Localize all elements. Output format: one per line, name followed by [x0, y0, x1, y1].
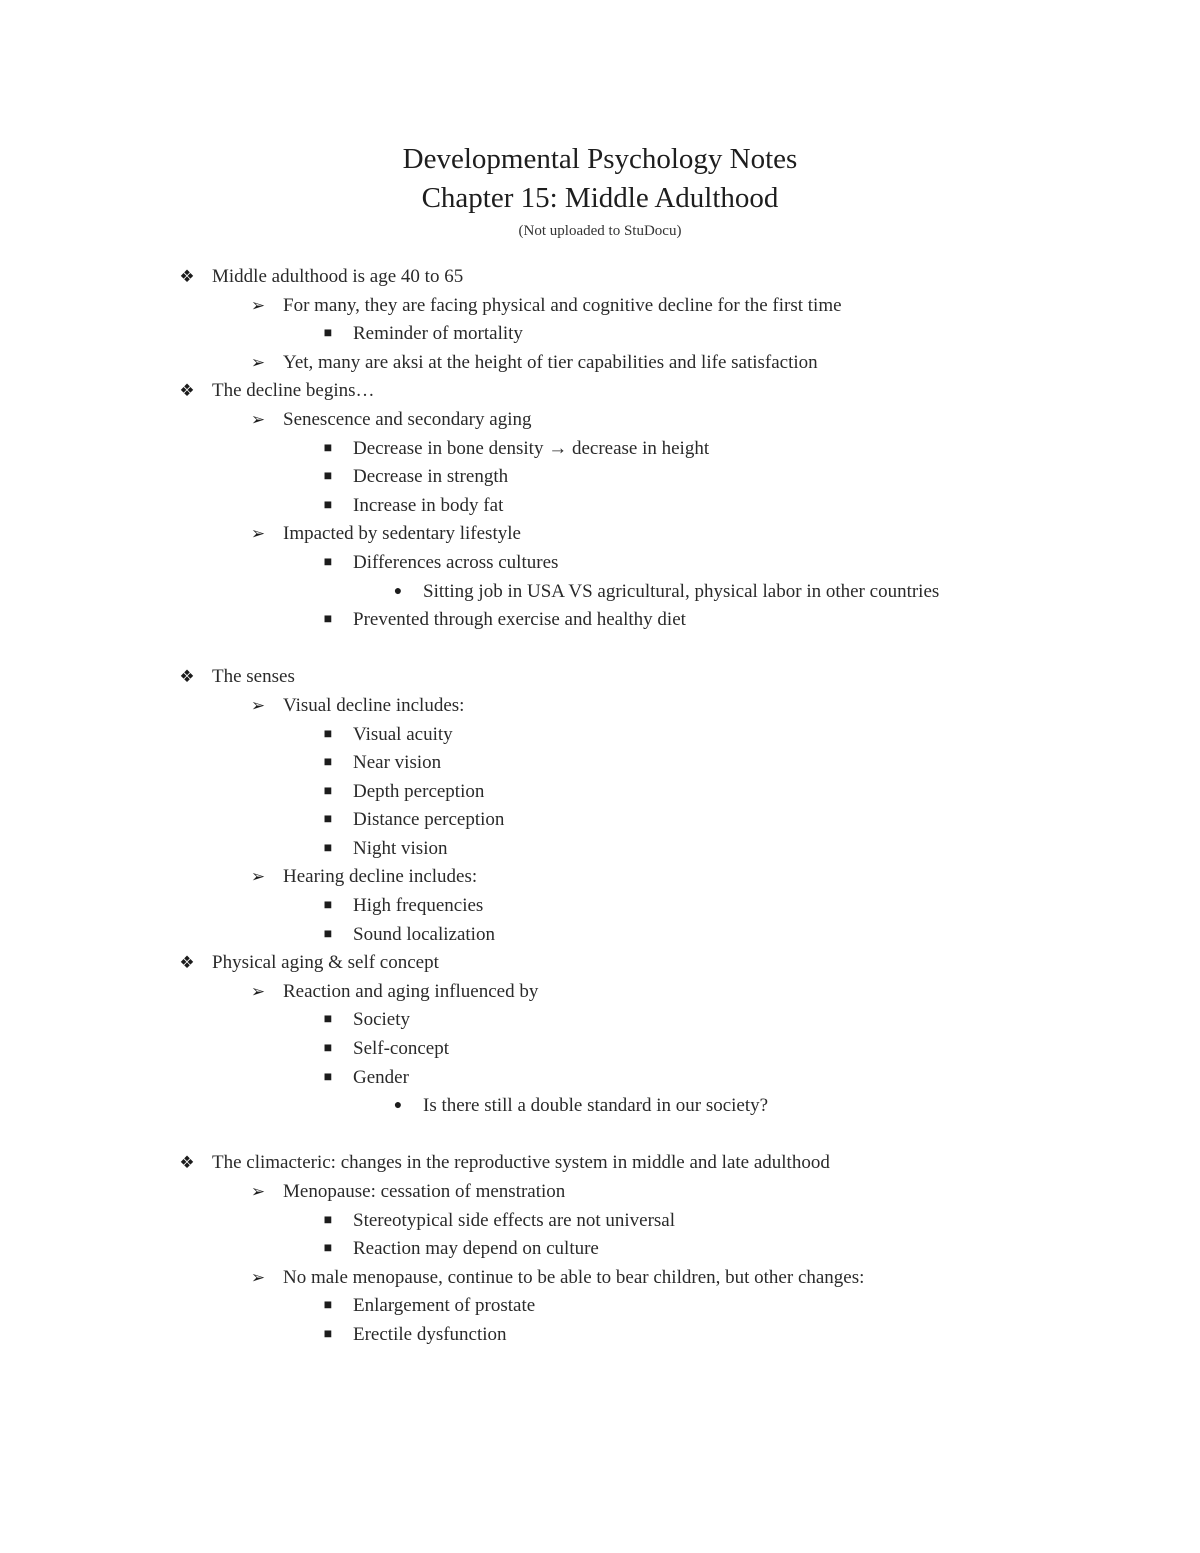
outline-item-level-3: [0, 892, 1200, 921]
outline-item-level-4: [0, 1092, 1200, 1121]
outline-item-text: Stereotypical side effects are not universal: [353, 1209, 675, 1231]
outline-item-level-3: [0, 835, 1200, 864]
outline-item-text: Increase in body fat: [353, 494, 504, 516]
outline-item-text: Gender: [353, 1066, 409, 1088]
outline-item-level-3: [0, 1006, 1200, 1035]
outline-item-level-3: [0, 549, 1200, 578]
outline-item-level-3: [0, 1235, 1200, 1264]
square-bullet-icon: ■: [323, 440, 333, 456]
blank-line: [0, 635, 1200, 664]
outline-item-level-2: [0, 520, 1200, 549]
outline-item-text: Night vision: [353, 837, 448, 859]
square-bullet-icon: ■: [323, 926, 333, 942]
outline-item-text: Impacted by sedentary lifestyle: [283, 523, 521, 545]
outline-item-level-3: [0, 1292, 1200, 1321]
square-bullet-icon: ■: [323, 1326, 333, 1342]
outline-item-level-3: [0, 606, 1200, 635]
outline-item-text: For many, they are facing physical and cognitive decline for the first time: [283, 294, 842, 316]
outline-item-level-3: [0, 463, 1200, 492]
diamond-bullet-icon: ❖: [179, 667, 195, 687]
outline-item-text: Near vision: [353, 752, 442, 774]
outline-item-text: Depth perception: [353, 780, 485, 802]
outline-item-text: Distance perception: [353, 809, 505, 831]
square-bullet-icon: ■: [323, 1241, 333, 1257]
outline-item-level-1: [0, 263, 1200, 292]
outline-item-text: Is there still a double standard in our society?: [423, 1095, 769, 1117]
square-bullet-icon: ■: [323, 783, 333, 799]
arrowhead-bullet-icon: ➢: [250, 409, 266, 429]
square-bullet-icon: ■: [323, 1012, 333, 1028]
outline-item-text: Prevented through exercise and healthy diet: [353, 609, 686, 631]
diamond-bullet-icon: ❖: [179, 953, 195, 973]
square-bullet-icon: ■: [323, 726, 333, 742]
outline-item-text: Visual decline includes:: [283, 694, 465, 716]
square-bullet-icon: ■: [323, 1298, 333, 1314]
square-bullet-icon: ■: [323, 812, 333, 828]
diamond-bullet-icon: ❖: [179, 381, 195, 401]
diamond-bullet-icon: ❖: [179, 267, 195, 286]
outline-item-text: Reminder of mortality: [353, 323, 523, 345]
outline-item-level-3: [0, 749, 1200, 778]
outline-item-level-2: [0, 863, 1200, 892]
outline-item-text: Hearing decline includes:: [283, 866, 478, 888]
outline-item-level-3: [0, 1207, 1200, 1236]
outline-item-text: Enlargement of prostate: [353, 1295, 536, 1317]
outline-item-text: The climacteric: changes in the reproductive system in middle and late adulthood: [212, 1152, 830, 1174]
dot-bullet-icon: ●: [393, 583, 403, 599]
arrowhead-bullet-icon: ➢: [250, 352, 266, 372]
arrowhead-bullet-icon: ➢: [250, 867, 266, 887]
outline-item-text: Self-concept: [353, 1038, 450, 1060]
outline-item-text: Menopause: cessation of menstration: [283, 1181, 566, 1202]
outline-item-text: Erectile dysfunction: [353, 1323, 507, 1345]
outline-item-text: Differences across cultures: [353, 551, 559, 573]
outline-item-level-3: [0, 1321, 1200, 1350]
outline-item-level-2: [0, 406, 1200, 435]
outline-item-text: Senescence and secondary aging: [283, 408, 532, 430]
outline-item-level-3: [0, 721, 1200, 750]
outline-item-text: Middle adulthood is age 40 to 65: [212, 266, 464, 287]
square-bullet-icon: ■: [323, 554, 333, 570]
outline-item-text: Decrease in bone density → decrease in height: [353, 437, 710, 459]
outline-item-level-1: [0, 949, 1200, 978]
outline-item-level-1: [0, 1149, 1200, 1178]
outline-item-level-4: [0, 578, 1200, 607]
outline-item-level-3: [0, 1064, 1200, 1093]
outline-item-level-2: [0, 349, 1200, 378]
chapter-title: Chapter 15: Middle Adulthood: [421, 182, 779, 214]
dot-bullet-icon: ●: [393, 1098, 403, 1114]
outline-item-text: Visual acuity: [353, 723, 453, 745]
outline-item-text: Physical aging & self concept: [212, 952, 439, 974]
outline-item-level-3: [0, 435, 1200, 464]
upload-note: (Not uploaded to StuDocu): [518, 223, 682, 239]
outline-item-text: Decrease in strength: [353, 466, 509, 488]
arrowhead-bullet-icon: ➢: [250, 295, 266, 315]
blank-line: [0, 1121, 1200, 1150]
arrowhead-bullet-icon: ➢: [250, 1267, 266, 1287]
outline-item-level-2: [0, 978, 1200, 1007]
outline-item-text: High frequencies: [353, 895, 484, 917]
outline-item-text: No male menopause, continue to be able to bear children, but other changes:: [283, 1266, 865, 1288]
outline-item-text: The decline begins…: [212, 380, 375, 402]
square-bullet-icon: ■: [323, 469, 333, 485]
square-bullet-icon: ■: [323, 497, 333, 513]
outline-item-level-2: [0, 692, 1200, 721]
square-bullet-icon: ■: [323, 840, 333, 856]
outline-item-text: Sound localization: [353, 923, 495, 945]
notes-outline: [0, 263, 1200, 1350]
outline-item-level-3: [0, 806, 1200, 835]
title-block: [0, 140, 1200, 242]
square-bullet-icon: ■: [323, 1212, 333, 1228]
square-bullet-icon: ■: [323, 1069, 333, 1085]
outline-item-level-3: [0, 1035, 1200, 1064]
arrowhead-bullet-icon: ➢: [250, 1182, 266, 1201]
arrowhead-bullet-icon: ➢: [250, 524, 266, 544]
square-bullet-icon: ■: [323, 755, 333, 771]
outline-item-text: Society: [353, 1009, 410, 1031]
arrowhead-bullet-icon: ➢: [250, 981, 266, 1001]
outline-item-level-3: [0, 921, 1200, 950]
outline-item-level-3: [0, 492, 1200, 521]
outline-item-text: The senses: [212, 666, 295, 688]
outline-item-level-1: [0, 377, 1200, 406]
square-bullet-icon: ■: [323, 898, 333, 914]
square-bullet-icon: ■: [323, 1041, 333, 1057]
outline-item-text: Reaction may depend on culture: [353, 1238, 599, 1260]
outline-item-text: Reaction and aging influenced by: [283, 980, 539, 1002]
diamond-bullet-icon: ❖: [179, 1153, 195, 1173]
arrowhead-bullet-icon: ➢: [250, 695, 266, 715]
square-bullet-icon: ■: [323, 612, 333, 628]
outline-item-level-2: [0, 1264, 1200, 1293]
outline-item-level-1: [0, 663, 1200, 692]
square-bullet-icon: ■: [323, 326, 333, 342]
outline-item-level-2: [0, 292, 1200, 321]
outline-item-level-3: [0, 778, 1200, 807]
outline-item-level-2: [0, 1178, 1200, 1207]
outline-item-text: Sitting job in USA VS agricultural, physical labor in other countries: [423, 580, 940, 602]
outline-item-text: Yet, many are aksi at the height of tier capabilities and life satisfaction: [283, 351, 818, 373]
outline-item-level-3: [0, 320, 1200, 349]
document-title: Developmental Psychology Notes: [402, 143, 798, 175]
